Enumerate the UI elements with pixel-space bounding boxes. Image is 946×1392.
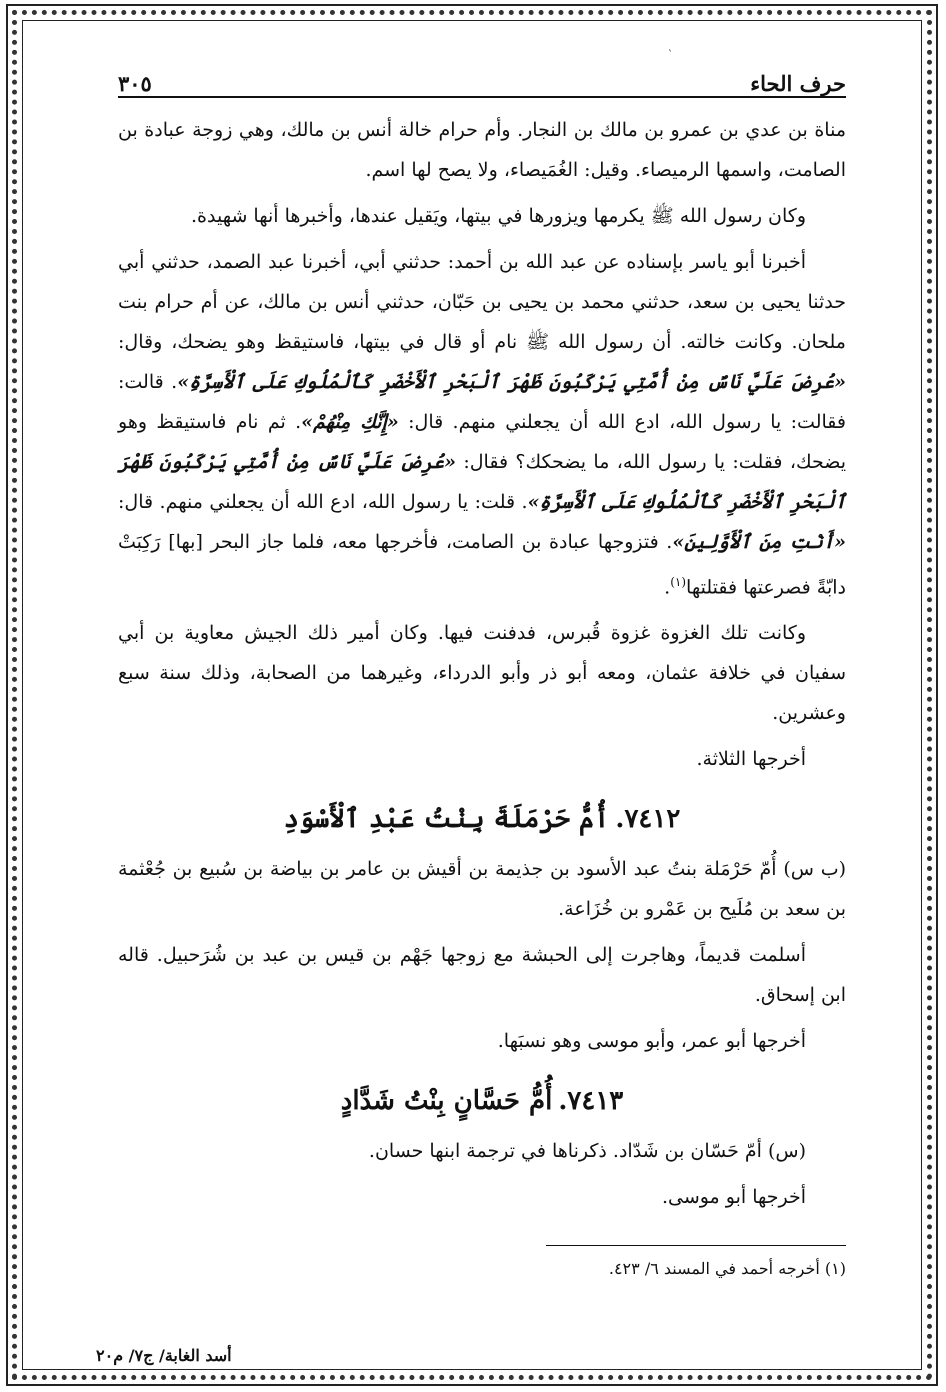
entry-number: ٧٤١٢. (615, 804, 681, 835)
paragraph: (ب س) أُمّ حَرْمَلة بنتُ عبد الأسود بن جذيمة بن أقيش بن عامر بن بياضة بن سُبيع بن جُعْثمة بن سعد بن مُلَيح بن عَمْرو بن خُزَاعة. (118, 858, 846, 921)
paragraph: وكانت تلك الغزوة غزوة قُبرس، فدفنت فيها. وكان أمير ذلك الجيش معاوية بن أبي سفيان في خلافة عثمان، ومعه أبو ذر وأبو الدرداء، وغيرهما من الصحابة، وذلك سنة سبع وعشرين. (118, 622, 846, 725)
paragraph: أخرجها أبو موسى. (661, 1186, 806, 1209)
paragraph: أخرجها الثلاثة. (696, 748, 806, 771)
narration-text: . قلت: يا رسول الله، ادع الله أن يجعلني منهم. قال: (118, 491, 528, 513)
entry-title: أُمُّ حَسَّانٍ بِنْتُ شَدَّادٍ (340, 1086, 553, 1117)
paragraph: وكان رسول الله ﷺ يكرمها ويزورها في بيتها، ويَقيل عندها، وأخبرها أنها شهيدة. (191, 205, 806, 227)
paragraph: (س) أمّ حَسّان بن شَدّاد. ذكرناها في ترجمة ابنها حسان. (368, 1140, 806, 1163)
narration-end: . (664, 576, 671, 599)
isnad-text: أخبرنا أبو ياسر بإسناده عن عبد الله بن أحمد: حدثني أبي، أخبرنا عبد الصمد، حدثني أبي حدثنا يحيى بن سعد، حدثني محمد بن يحيى بن حَبّان، حدثني أنس بن مالك، عن أم حرام بنت ملحان. وكانت خالته. أن رسول الله ﷺ نام أو قال في بيتها، فاستيقظ وهو يضحك، وقال: (118, 251, 846, 353)
running-title: حرف الحاء (750, 71, 846, 96)
hadith-quote: «عُرِضَ عَلَيَّ نَاسٌ مِنْ أُمَّتِي يَرْكَبُونَ ظَهْرَ ٱلْبَحْرِ ٱلْأَخْضَرِ كَٱلْمُلُوكِ عَلَى ٱلْأَسِرَّةِ» (118, 451, 847, 513)
footnote-divider (546, 1245, 846, 1246)
page-number: ٣٠٥ (118, 71, 152, 96)
scan-mark: ˋ (668, 50, 673, 61)
entry-title: أُمُّ حَرْمَلَةَ بِنْتُ عَبْدِ ٱلْأَسْوَدِ (283, 804, 610, 835)
body-text (118, 110, 846, 1284)
hadith-paragraph (118, 242, 846, 607)
paragraph: أخرجها أبو عمر، وأبو موسى وهو نسبَها. (497, 1030, 806, 1053)
page-header (118, 58, 846, 98)
paragraph: مناة بن عدي بن عمرو بن مالك بن النجار. وأم حرام خالة أنس بن مالك، وهي زوجة عبادة بن الصامت، واسمها الرميصاء. وقيل: الغُمَيصاء، ولا يصح لها اسم. (118, 119, 846, 181)
hadith-quote: «عُرِضَ عَلَيَّ نَاسٌ مِنْ أُمَّتِي يَرْكَبُونَ ظَهْرَ ٱلْبَحْرِ ٱلْأَخْضَرِ كَٱلْمُلُوكِ عَلَى ٱلْأَسِرَّةِ» (177, 371, 846, 393)
entry-heading-7413 (118, 1079, 846, 1123)
hadith-quote: «أَنْتِ مِنَ ٱلْأَوَّلِينَ» (672, 531, 846, 553)
hadith-quote: «إِنَّكِ مِنْهُمْ» (301, 411, 399, 433)
book-page (118, 58, 846, 1284)
entry-heading-7412 (118, 797, 846, 841)
narration-text: . قالت: فقالت: يا رسول الله، ادع الله أن يجعلني منهم. قال: (118, 371, 846, 433)
narration-text: . ثم نام فاستيقظ وهو يضحك، فقلت: يا رسول الله، ما يضحكك؟ فقال: (118, 411, 846, 473)
footnote-reference: (١) (670, 575, 687, 589)
paragraph: أسلمت قديماً، وهاجرت إلى الحبشة مع زوجها جَهْم بن قيس بن عبد بن شُرَحبيل. قاله ابن إسحاق. (118, 944, 846, 1007)
page-footer: أسد الغابة/ ج٧/ م٢٠ (96, 1346, 232, 1365)
entry-number: ٧٤١٣. (558, 1086, 624, 1117)
narration-text: . فتزوجها عبادة بن الصامت، فأخرجها معه، فلما جاز البحر [بها] رَكِبَتْ دابّةً فصرعتها فقتلتها (118, 531, 846, 599)
footnote: (١) أخرجه أحمد في المسند ٦/ ٤٢٣. (608, 1259, 846, 1279)
